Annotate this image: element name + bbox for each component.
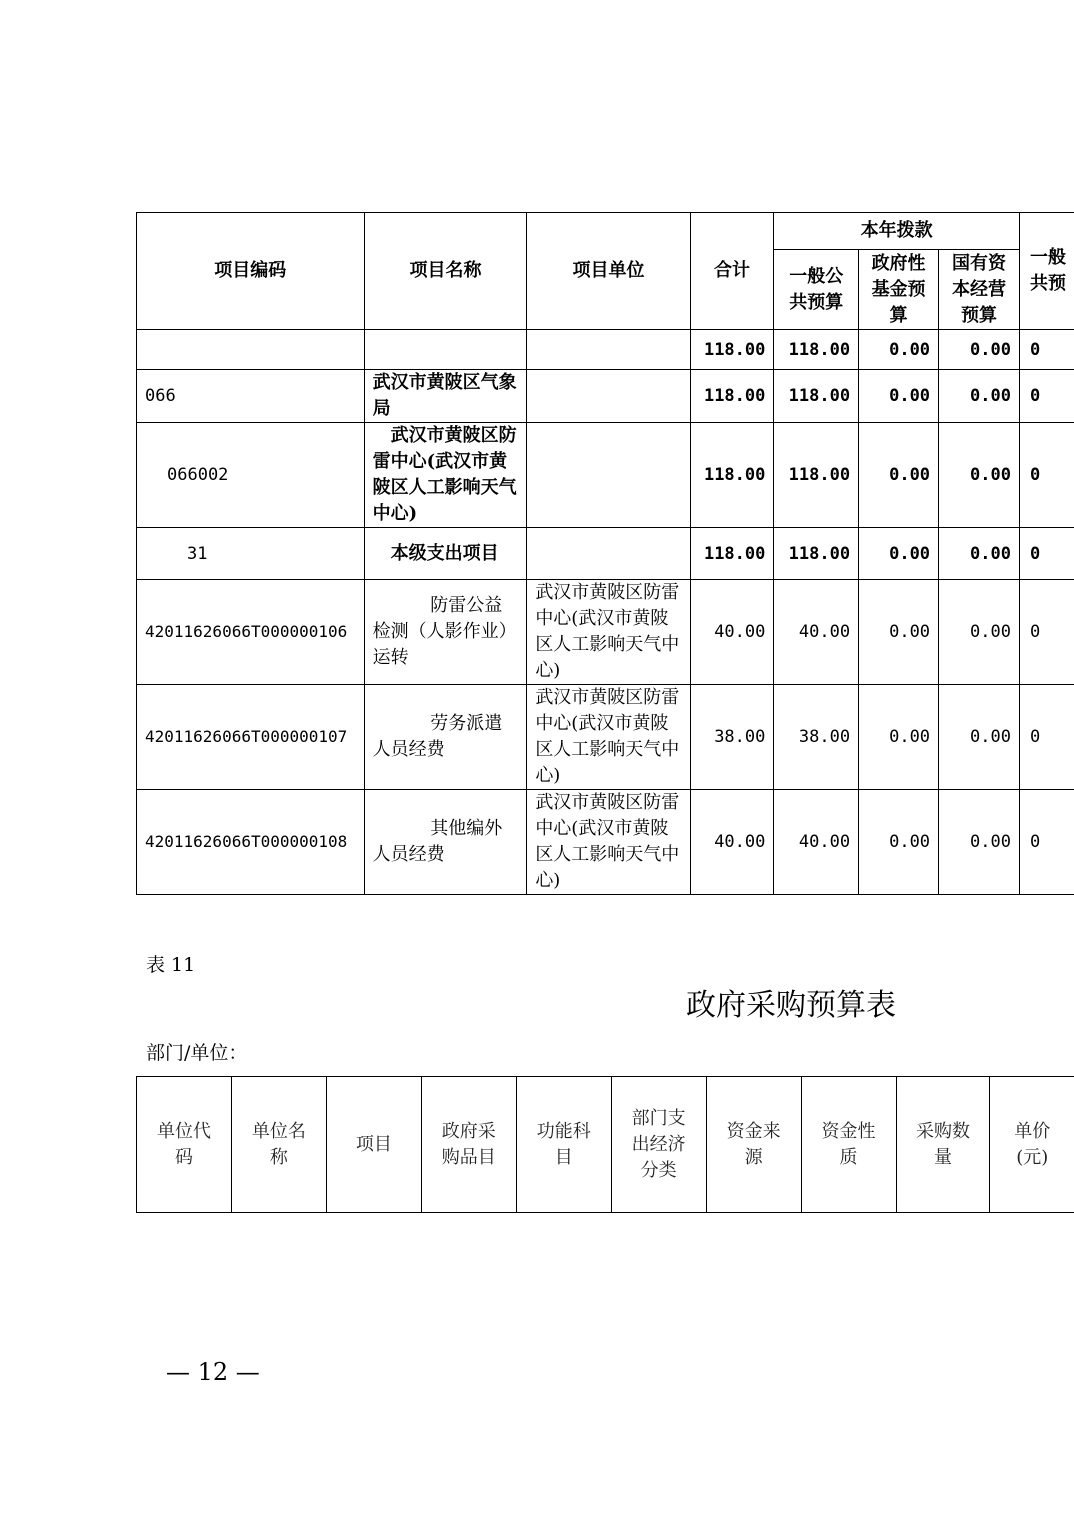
cell-project-code: 42011626066T000000107 xyxy=(137,685,365,790)
page-number: — 12 — xyxy=(166,1358,260,1386)
table-row xyxy=(137,580,1074,685)
header-project-name: 项目名称 xyxy=(364,213,527,330)
cell-partial-general-budget: 0 xyxy=(1019,330,1074,370)
cell-project-code: 42011626066T000000106 xyxy=(137,580,365,685)
cell-project-unit xyxy=(527,423,690,528)
cell-gov-fund-budget: 0.00 xyxy=(859,685,939,790)
cell-total: 40.00 xyxy=(690,580,774,685)
procurement-header-cell: 功能科 目 xyxy=(516,1077,611,1213)
header-state-capital-budget: 国有资 本经营 预算 xyxy=(939,250,1020,330)
cell-general-public-budget: 118.00 xyxy=(774,370,859,423)
procurement-header-cell: 部门支 出经济 分类 xyxy=(611,1077,706,1213)
cell-total: 118.00 xyxy=(690,370,774,423)
cell-project-unit: 武汉市黄陂区防雷中心(武汉市黄陂区人工影响天气中心) xyxy=(527,790,690,895)
cell-gov-fund-budget: 0.00 xyxy=(859,790,939,895)
cell-general-public-budget: 118.00 xyxy=(774,423,859,528)
table-number-label: 表 11 xyxy=(146,954,196,976)
cell-gov-fund-budget: 0.00 xyxy=(859,528,939,580)
cell-project-name: 防雷公益检测（人影作业）运转 xyxy=(364,580,527,685)
cell-general-public-budget: 118.00 xyxy=(774,330,859,370)
cell-project-unit xyxy=(527,528,690,580)
cell-gov-fund-budget: 0.00 xyxy=(859,423,939,528)
cell-state-capital-budget: 0.00 xyxy=(939,330,1020,370)
procurement-header-cell: 资金来 源 xyxy=(706,1077,801,1213)
cell-gov-fund-budget: 0.00 xyxy=(859,370,939,423)
cell-partial-general-budget: 0 xyxy=(1019,423,1074,528)
cell-total: 118.00 xyxy=(690,330,774,370)
cell-project-name xyxy=(364,330,527,370)
cell-partial-general-budget: 0 xyxy=(1019,790,1074,895)
table-row xyxy=(137,423,1074,528)
procurement-header-cell: 采购数 量 xyxy=(896,1077,990,1213)
cell-project-code: 31 xyxy=(137,528,365,580)
cell-project-code: 42011626066T000000108 xyxy=(137,790,365,895)
cell-general-public-budget: 38.00 xyxy=(774,685,859,790)
procurement-header-cell: 单位代 码 xyxy=(137,1077,232,1213)
cell-project-name: 本级支出项目 xyxy=(364,528,527,580)
table-row xyxy=(137,330,1074,370)
header-current-year-appropriation: 本年拨款 xyxy=(774,213,1020,250)
cell-state-capital-budget: 0.00 xyxy=(939,370,1020,423)
cell-project-name: 武汉市黄陂区气象局 xyxy=(364,370,527,423)
cell-project-unit xyxy=(527,370,690,423)
procurement-header-cell: 项目 xyxy=(326,1077,421,1213)
cell-project-name: 劳务派遣人员经费 xyxy=(364,685,527,790)
department-label: 部门/单位： xyxy=(146,1042,248,1064)
cell-partial-general-budget: 0 xyxy=(1019,370,1074,423)
cell-state-capital-budget: 0.00 xyxy=(939,790,1020,895)
table-row xyxy=(137,528,1074,580)
cell-project-unit xyxy=(527,330,690,370)
cell-state-capital-budget: 0.00 xyxy=(939,580,1020,685)
cell-total: 118.00 xyxy=(690,423,774,528)
project-budget-table xyxy=(136,212,1074,895)
procurement-header-cell: 单价 (元) xyxy=(990,1077,1074,1213)
cell-partial-general-budget: 0 xyxy=(1019,580,1074,685)
procurement-header-cell: 资金性 质 xyxy=(801,1077,896,1213)
procurement-header-cell: 单位名 称 xyxy=(231,1077,326,1213)
header-project-unit: 项目单位 xyxy=(527,213,690,330)
cell-general-public-budget: 118.00 xyxy=(774,528,859,580)
procurement-budget-table xyxy=(136,1076,1074,1213)
page-title: 政府采购预算表 xyxy=(686,988,896,1023)
cell-state-capital-budget: 0.00 xyxy=(939,423,1020,528)
cell-project-unit: 武汉市黄陂区防雷中心(武汉市黄陂区人工影响天气中心) xyxy=(527,685,690,790)
procurement-header-cell: 政府采 购品目 xyxy=(421,1077,516,1213)
cell-project-name: 其他编外人员经费 xyxy=(364,790,527,895)
cell-project-name: 武汉市黄陂区防雷中心(武汉市黄陂区人工影响天气中心) xyxy=(364,423,527,528)
cell-project-code xyxy=(137,330,365,370)
cell-total: 40.00 xyxy=(690,790,774,895)
cell-partial-general-budget: 0 xyxy=(1019,528,1074,580)
header-general-public-budget: 一般公 共预算 xyxy=(774,250,859,330)
cell-state-capital-budget: 0.00 xyxy=(939,685,1020,790)
cell-project-code: 066002 xyxy=(137,423,365,528)
table-row xyxy=(137,790,1074,895)
cell-project-code: 066 xyxy=(137,370,365,423)
cell-gov-fund-budget: 0.00 xyxy=(859,580,939,685)
header-gov-fund-budget: 政府性 基金预 算 xyxy=(859,250,939,330)
cell-partial-general-budget: 0 xyxy=(1019,685,1074,790)
header-partial-general-budget: 一般 共预 xyxy=(1019,213,1074,330)
header-total: 合计 xyxy=(690,213,774,330)
cell-total: 118.00 xyxy=(690,528,774,580)
header-project-code: 项目编码 xyxy=(137,213,365,330)
cell-general-public-budget: 40.00 xyxy=(774,790,859,895)
cell-gov-fund-budget: 0.00 xyxy=(859,330,939,370)
cell-state-capital-budget: 0.00 xyxy=(939,528,1020,580)
cell-total: 38.00 xyxy=(690,685,774,790)
table-row xyxy=(137,370,1074,423)
cell-general-public-budget: 40.00 xyxy=(774,580,859,685)
cell-project-unit: 武汉市黄陂区防雷中心(武汉市黄陂区人工影响天气中心) xyxy=(527,580,690,685)
table-row xyxy=(137,685,1074,790)
